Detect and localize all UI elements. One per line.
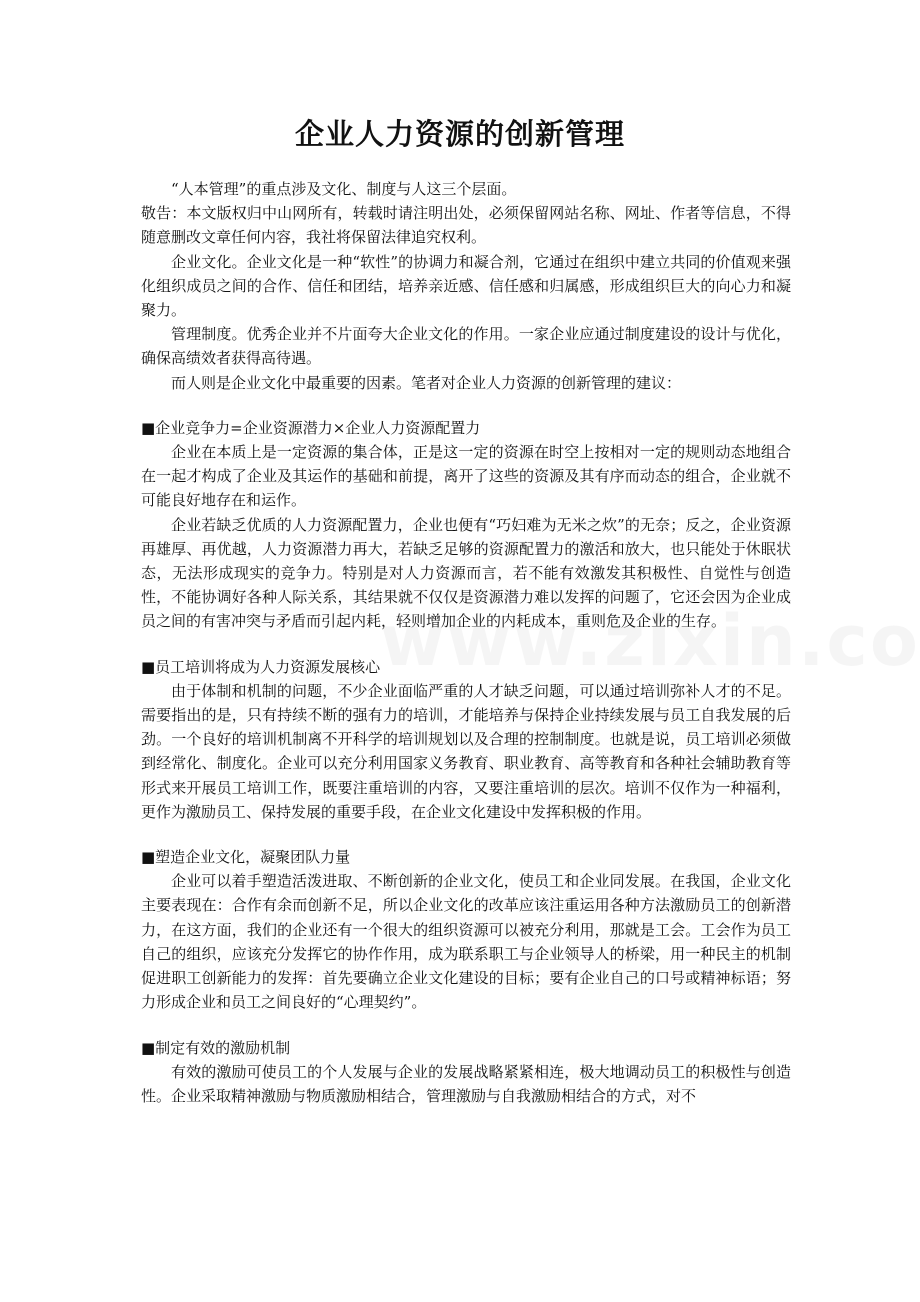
section-heading-competitiveness: ■企业竞争力=企业资源潜力×企业人力资源配置力 [141,418,481,437]
section-paragraph: 企业若缺乏优质的人力资源配置力，企业也便有“巧妇难为无米之炊”的无奈；反之，企业资源再雄厚、再优越，人力资源潜力再大，若缺乏足够的资源配置力的激活和放大，也只能处于休眠状态，无法形成现实的竞争力。特别是对人力资源而言，若不能有效激发其积极性、自觉性与创造性，不能协调好各种人际关系，其结果就不仅仅是资源潜力难以发挥的问题了，它还会因为企业成员之间的有害冲突与矛盾而引起内耗，轻则增加企业的内耗成本，重则危及企业的生存。 [141,515,791,631]
section-paragraph: 有效的激励可使员工的个人发展与企业的发展战略紧紧相连，极大地调动员工的积极性与创造性。企业采取精神激励与物质激励相结合，管理激励与自我激励相结合的方式，对不 [141,1062,791,1105]
system-paragraph: 管理制度。优秀企业并不片面夸大企业文化的作用。一家企业应通过制度建设的设计与优化，确保高绩效者获得高待遇。 [141,325,791,368]
document-title: 企业人力资源的创新管理 [294,117,625,151]
section-heading-culture: ■塑造企业文化，凝聚团队力量 [141,848,351,867]
section-paragraph: 由于体制和机制的问题，不少企业面临严重的人才缺乏问题，可以通过培训弥补人才的不足。需要指出的是，只有持续不断的强有力的培训，才能培养与保持企业持续发展与员工自我发展的后劲。一个良好的培训机制离不开科学的培训规划以及合理的控制制度。也就是说，员工培训必须做到经常化、制度化。企业可以充分利用国家义务教育、职业教育、高等教育和各种社会辅助教育等形式来开展员工培训工作，既要注重培训的内容，又要注重培训的层次。培训不仅作为一种福利，更作为激励员工、保持发展的重要手段，在企业文化建设中发挥积极的作用。 [141,681,791,821]
intro-paragraph: “人本管理”的重点涉及文化、制度与人这三个层面。 [171,180,517,198]
document-body [141,177,791,1108]
copyright-notice: 敬告：本文版权归中山网所有，转载时请注明出处，必须保留网站名称、网址、作者等信息，不得随意删改文章任何内容，我社将保留法律追究权利。 [141,204,791,247]
section-heading-incentive: ■制定有效的激励机制 [141,1038,291,1057]
section-heading-training: ■员工培训将成为人力资源发展核心 [141,657,381,676]
culture-paragraph: 企业文化。企业文化是一种“软性”的协调力和凝合剂，它通过在组织中建立共同的价值观来强化组织成员之间的合作、信任和团结，培养亲近感、信任感和归属感，形成组织巨大的向心力和凝聚力。 [141,252,791,320]
people-paragraph: 而人则是企业文化中最重要的因素。笔者对企业人力资源的创新管理的建议： [171,373,682,392]
section-paragraph: 企业在本质上是一定资源的集合体，正是这一定的资源在时空上按相对一定的规则动态地组合在一起才构成了企业及其运作的基础和前提，离开了这些的资源及其有序而动态的组合，企业就不可能良好地存在和运作。 [141,443,791,510]
section-paragraph: 企业可以着手塑造活泼进取、不断创新的企业文化，使员工和企业同发展。在我国，企业文化主要表现在：合作有余而创新不足，所以企业文化的改革应该注重运用各种方法激励员工的创新潜力，在这方面，我们的企业还有一个很大的组织资源可以被充分利用，那就是工会。工会作为员工自己的组织，应该充分发挥它的协作作用，成为联系职工与企业领导人的桥梁，用一种民主的机制促进职工创新能力的发挥：首先要确立企业文化建设的目标；要有企业自己的口号或精神标语；努力形成企业和员工之间良好的“心理契约”。 [141,872,791,1012]
